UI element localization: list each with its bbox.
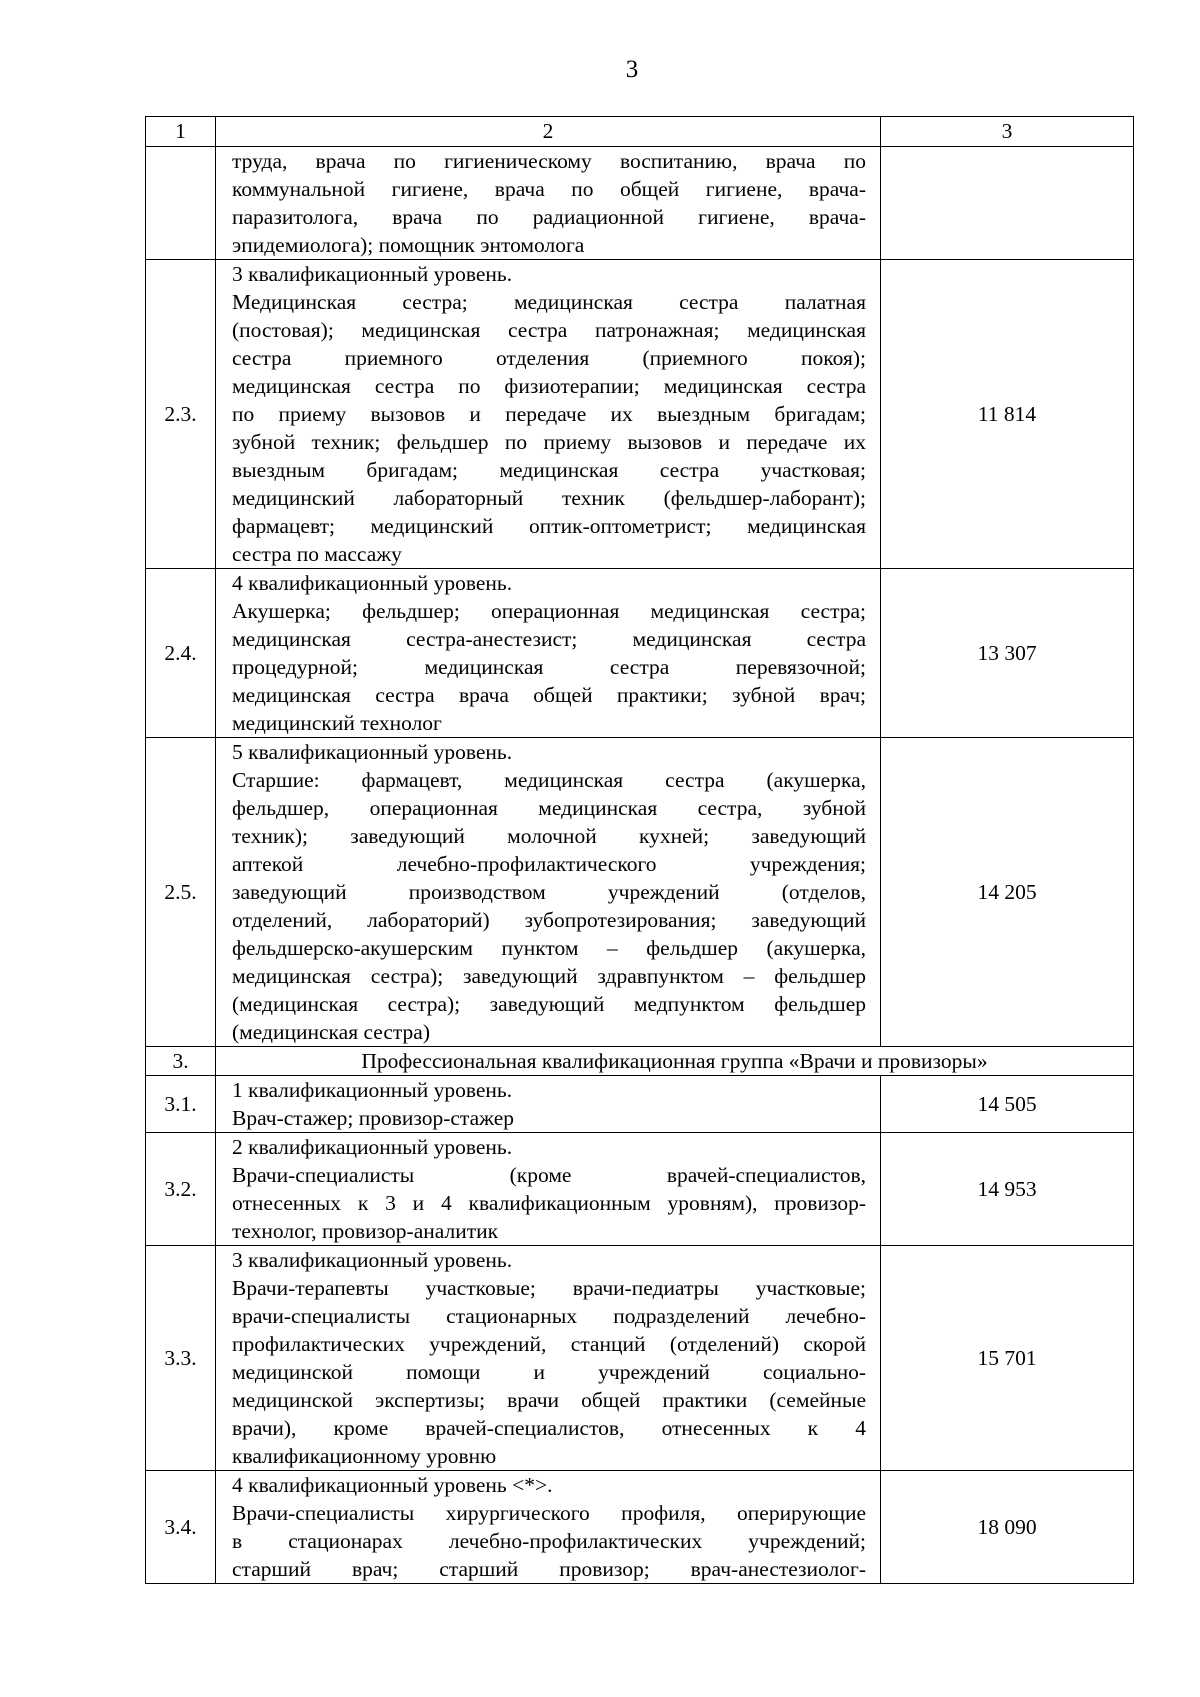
description-line: коммунальной гигиене, врача по общей гигиене, врача- — [232, 177, 866, 201]
row-number: 2.3. — [146, 260, 216, 569]
salary-value: 15 701 — [881, 1246, 1134, 1471]
column-header-salary: 3 — [881, 117, 1134, 147]
salary-value: 14 205 — [881, 738, 1134, 1047]
salary-table — [145, 116, 1134, 1584]
description-line: заведующий производством учреждений (отделов, — [232, 880, 866, 904]
description-line: медицинской помощи и учреждений социально- — [232, 1360, 866, 1384]
description-line: (медицинская сестра) — [232, 1020, 430, 1044]
table-row — [146, 1471, 1134, 1584]
description-line: старший врач; старший провизор; врач-анестезиолог- — [232, 1557, 866, 1581]
description-line: фармацевт; медицинский оптик-оптометрист; медицинская — [232, 514, 866, 538]
description-line: 3 квалификационный уровень. — [232, 1248, 513, 1272]
description-line: по приему вызовов и передаче их выездным бригадам; — [232, 402, 866, 426]
table-row — [146, 1246, 1134, 1471]
table-row — [146, 260, 1134, 569]
description-line: сестра приемного отделения (приемного покоя); — [232, 346, 866, 370]
salary-value: 14 505 — [881, 1076, 1134, 1133]
position-description — [216, 1471, 881, 1584]
description-line: отделений, лабораторий) зубопротезирования; заведующий — [232, 908, 866, 932]
description-line: фельдшерско-акушерским пунктом – фельдшер (акушерка, — [232, 936, 866, 960]
row-number: 3.2. — [146, 1133, 216, 1246]
description-line: отнесенных к 3 и 4 квалификационным уровням), провизор- — [232, 1191, 866, 1215]
description-line: процедурной; медицинская сестра перевязочной; — [232, 655, 866, 679]
group-title: Профессиональная квалификационная группа «Врачи и провизоры» — [216, 1047, 1134, 1076]
position-description — [216, 569, 881, 738]
table-row — [146, 147, 1134, 260]
salary-value: 11 814 — [881, 260, 1134, 569]
table-row — [146, 1076, 1134, 1133]
description-line: медицинская сестра врача общей практики; зубной врач; — [232, 683, 866, 707]
position-description — [216, 1246, 881, 1471]
description-line: Врачи-специалисты хирургического профиля, оперирующие — [232, 1501, 866, 1525]
row-number: 2.4. — [146, 569, 216, 738]
group-row — [146, 1047, 1134, 1076]
table-row — [146, 1133, 1134, 1246]
position-description — [216, 147, 881, 260]
description-line: выездным бригадам; медицинская сестра участковая; — [232, 458, 866, 482]
description-line: медицинский технолог — [232, 711, 442, 735]
description-line: Врачи-специалисты (кроме врачей-специалистов, — [232, 1163, 866, 1187]
salary-value: 13 307 — [881, 569, 1134, 738]
description-line: техник); заведующий молочной кухней; заведующий — [232, 824, 866, 848]
page-number: 3 — [625, 56, 639, 83]
description-line: эпидемиолога); помощник энтомолога — [232, 233, 585, 257]
description-line: 1 квалификационный уровень. — [232, 1078, 513, 1102]
description-line: 3 квалификационный уровень. — [232, 262, 513, 286]
description-line: 5 квалификационный уровень. — [232, 740, 513, 764]
description-line: технолог, провизор-аналитик — [232, 1219, 499, 1243]
description-line: фельдшер, операционная медицинская сестра, зубной — [232, 796, 866, 820]
description-line: врачи-специалисты стационарных подразделений лечебно- — [232, 1304, 866, 1328]
description-line: труда, врача по гигиеническому воспитанию, врача по — [232, 149, 866, 173]
description-line: Медицинская сестра; медицинская сестра палатная — [232, 290, 866, 314]
description-line: профилактических учреждений, станций (отделений) скорой — [232, 1332, 866, 1356]
description-line: в стационарах лечебно-профилактических учреждений; — [232, 1529, 866, 1553]
description-line: 4 квалификационный уровень. — [232, 571, 513, 595]
position-description — [216, 1133, 881, 1246]
description-line: медицинская сестра); заведующий здравпунктом – фельдшер — [232, 964, 866, 988]
description-line: зубной техник; фельдшер по приему вызовов и передаче их — [232, 430, 866, 454]
description-line: паразитолога, врача по радиационной гигиене, врача- — [232, 205, 866, 229]
row-number: 2.5. — [146, 738, 216, 1047]
position-description — [216, 1076, 881, 1133]
column-header-number: 1 — [146, 117, 216, 147]
description-line: медицинская сестра-анестезист; медицинская сестра — [232, 627, 866, 651]
table-header-row — [146, 117, 1134, 147]
description-line: (медицинская сестра); заведующий медпунктом фельдшер — [232, 992, 866, 1016]
description-line: Старшие: фармацевт, медицинская сестра (акушерка, — [232, 768, 866, 792]
description-line: 2 квалификационный уровень. — [232, 1135, 513, 1159]
salary-value: 18 090 — [881, 1471, 1134, 1584]
row-number: 3.3. — [146, 1246, 216, 1471]
description-line: (постовая); медицинская сестра патронажная; медицинская — [232, 318, 866, 342]
position-description — [216, 260, 881, 569]
salary-value: 14 953 — [881, 1133, 1134, 1246]
row-number: 3.4. — [146, 1471, 216, 1584]
table-row — [146, 738, 1134, 1047]
description-line: Акушерка; фельдшер; операционная медицинская сестра; — [232, 599, 866, 623]
description-line: сестра по массажу — [232, 542, 402, 566]
description-line: 4 квалификационный уровень <*>. — [232, 1473, 553, 1497]
description-line: медицинский лабораторный техник (фельдшер-лаборант); — [232, 486, 866, 510]
description-line: аптекой лечебно-профилактического учреждения; — [232, 852, 866, 876]
description-line: медицинская сестра по физиотерапии; медицинская сестра — [232, 374, 866, 398]
description-line: Врач-стажер; провизор-стажер — [232, 1106, 514, 1130]
salary-value — [881, 147, 1134, 260]
table-row — [146, 569, 1134, 738]
row-number — [146, 147, 216, 260]
description-line: квалификационному уровню — [232, 1444, 497, 1468]
row-number: 3. — [146, 1047, 216, 1076]
description-line: Врачи-терапевты участковые; врачи-педиатры участковые; — [232, 1276, 866, 1300]
description-line: врачи), кроме врачей-специалистов, отнесенных к 4 — [232, 1416, 866, 1440]
position-description — [216, 738, 881, 1047]
row-number: 3.1. — [146, 1076, 216, 1133]
description-line: медицинской экспертизы; врачи общей практики (семейные — [232, 1388, 866, 1412]
column-header-position: 2 — [216, 117, 881, 147]
